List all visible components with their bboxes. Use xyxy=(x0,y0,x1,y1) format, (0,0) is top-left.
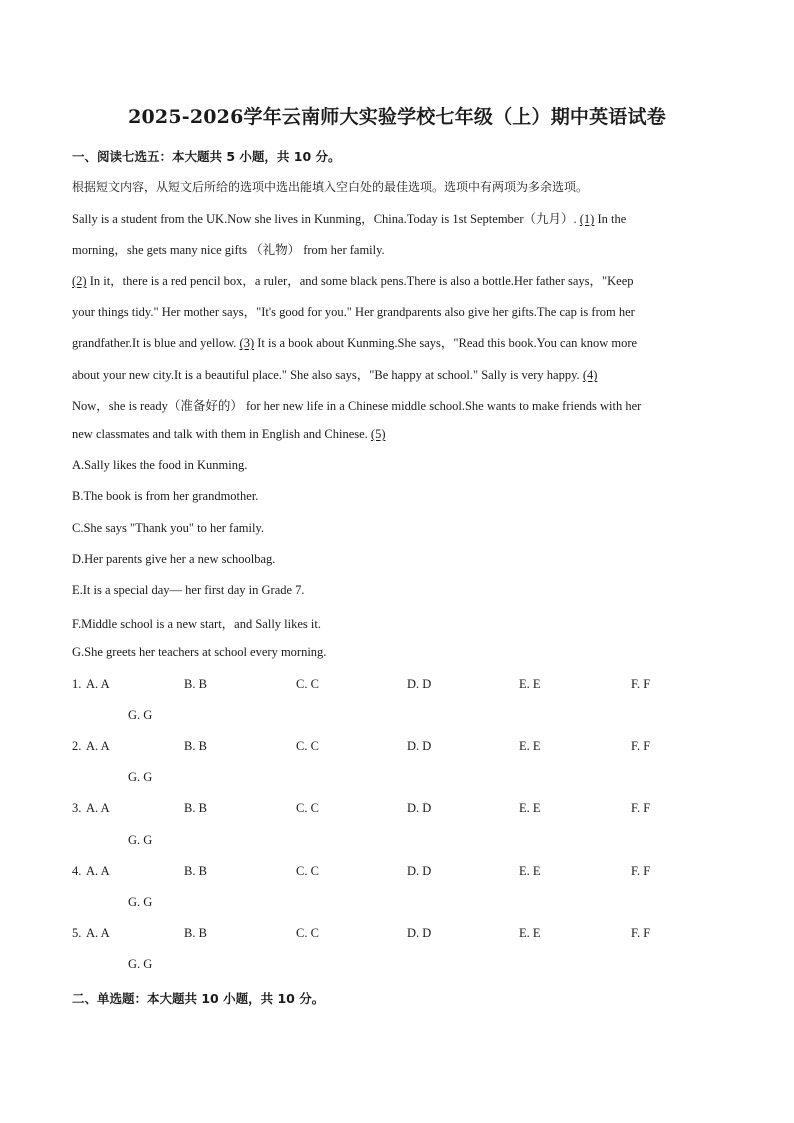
option-g: G.She greets her teachers at school every morning. xyxy=(72,645,327,659)
choice-d[interactable]: D. D xyxy=(407,864,432,878)
choice-a[interactable]: A. A xyxy=(86,926,110,940)
choice-e[interactable]: E. E xyxy=(519,801,541,815)
passage-text: In it，there is a red pencil box，a ruler，and some black pens.There is also a bottle.Her father says，"Keep xyxy=(86,274,634,288)
blank-5: (5) xyxy=(370,427,386,441)
choice-g[interactable]: G. G xyxy=(128,957,153,971)
question-1-choices xyxy=(72,677,732,695)
option-b: B.The book is from her grandmother. xyxy=(72,489,259,503)
choice-c[interactable]: C. C xyxy=(296,801,319,815)
choice-d[interactable]: D. D xyxy=(407,739,432,753)
choice-b[interactable]: B. B xyxy=(184,926,207,940)
choice-f[interactable]: F. F xyxy=(631,739,651,753)
choice-c[interactable]: C. C xyxy=(296,864,319,878)
question-number: 5. xyxy=(72,926,82,940)
passage-line-1 xyxy=(72,209,626,227)
section-1-heading: 一、阅读七选五：本大题共 5 小题，共 10 分。 xyxy=(72,149,341,164)
question-number: 2. xyxy=(72,739,82,753)
choice-a[interactable]: A. A xyxy=(86,864,110,878)
choice-g[interactable]: G. G xyxy=(128,833,153,847)
choice-b[interactable]: B. B xyxy=(184,864,207,878)
blank-3: (3) xyxy=(239,336,255,350)
choice-a[interactable]: A. A xyxy=(86,677,110,691)
choice-d[interactable]: D. D xyxy=(407,926,432,940)
blank-1: (1) xyxy=(579,212,595,226)
passage-line-3 xyxy=(72,271,634,289)
choice-b[interactable]: B. B xyxy=(184,801,207,815)
section-1-instruction: 根据短文内容，从短文后所给的选项中选出能填入空白处的最佳选项。选项中有两项为多余选项。 xyxy=(72,180,589,194)
choice-e[interactable]: E. E xyxy=(519,677,541,691)
passage-line-6 xyxy=(72,365,597,383)
choice-g[interactable]: G. G xyxy=(128,770,153,784)
choice-e[interactable]: E. E xyxy=(519,739,541,753)
choice-b[interactable]: B. B xyxy=(184,739,207,753)
option-c: C.She says "Thank you" to her family. xyxy=(72,521,265,535)
passage-line-7: Now，she is ready（准备好的） for her new life in a Chinese middle school.She wants to make friends with her xyxy=(72,399,642,413)
choice-b[interactable]: B. B xyxy=(184,677,207,691)
choice-a[interactable]: A. A xyxy=(86,739,110,753)
option-d: D.Her parents give her a new schoolbag. xyxy=(72,552,276,566)
choice-d[interactable]: D. D xyxy=(407,677,432,691)
choice-f[interactable]: F. F xyxy=(631,801,651,815)
passage-text: about your new city.It is a beautiful place." She also says，"Be happy at school." Sally is very happy. xyxy=(72,368,580,382)
passage-text: grandfather.It is blue and yellow. xyxy=(72,336,237,350)
passage-line-4: your things tidy." Her mother says，"It's good for you." Her grandparents also give her gifts.The cap is from her xyxy=(72,305,635,319)
passage-line-5 xyxy=(72,333,637,351)
question-3-choices xyxy=(72,801,732,819)
choice-c[interactable]: C. C xyxy=(296,739,319,753)
page-title: 2025-2026学年云南师大实验学校七年级（上）期中英语试卷 xyxy=(128,106,666,128)
choice-a[interactable]: A. A xyxy=(86,801,110,815)
passage-text: new classmates and talk with them in English and Chinese. xyxy=(72,427,368,441)
question-2-choices xyxy=(72,739,732,757)
choice-g[interactable]: G. G xyxy=(128,895,153,909)
passage-text: In the xyxy=(594,212,627,226)
choice-c[interactable]: C. C xyxy=(296,926,319,940)
question-number: 4. xyxy=(72,864,82,878)
blank-4: (4) xyxy=(582,368,598,382)
choice-c[interactable]: C. C xyxy=(296,677,319,691)
section-2-heading: 二、单选题：本大题共 10 小题，共 10 分。 xyxy=(72,991,325,1006)
passage-text: Sally is a student from the UK.Now she lives in Kunming，China.Today is 1st September（九月）. xyxy=(72,212,577,226)
question-number: 1. xyxy=(72,677,82,691)
passage-line-8 xyxy=(72,427,385,442)
choice-f[interactable]: F. F xyxy=(631,677,651,691)
choice-g[interactable]: G. G xyxy=(128,708,153,722)
option-a: A.Sally likes the food in Kunming. xyxy=(72,458,248,472)
choice-e[interactable]: E. E xyxy=(519,864,541,878)
option-e: E.It is a special day— her first day in Grade 7. xyxy=(72,583,305,597)
passage-text: It is a book about Kunming.She says，"Read this book.You can know more xyxy=(254,336,638,350)
question-number: 3. xyxy=(72,801,82,815)
passage-line-2: morning，she gets many nice gifts （礼物） from her family. xyxy=(72,243,385,257)
question-5-choices xyxy=(72,926,732,944)
option-f: F.Middle school is a new start，and Sally likes it. xyxy=(72,617,321,631)
question-4-choices xyxy=(72,864,732,882)
choice-e[interactable]: E. E xyxy=(519,926,541,940)
choice-f[interactable]: F. F xyxy=(631,864,651,878)
blank-2: (2) xyxy=(72,274,87,288)
choice-f[interactable]: F. F xyxy=(631,926,651,940)
choice-d[interactable]: D. D xyxy=(407,801,432,815)
